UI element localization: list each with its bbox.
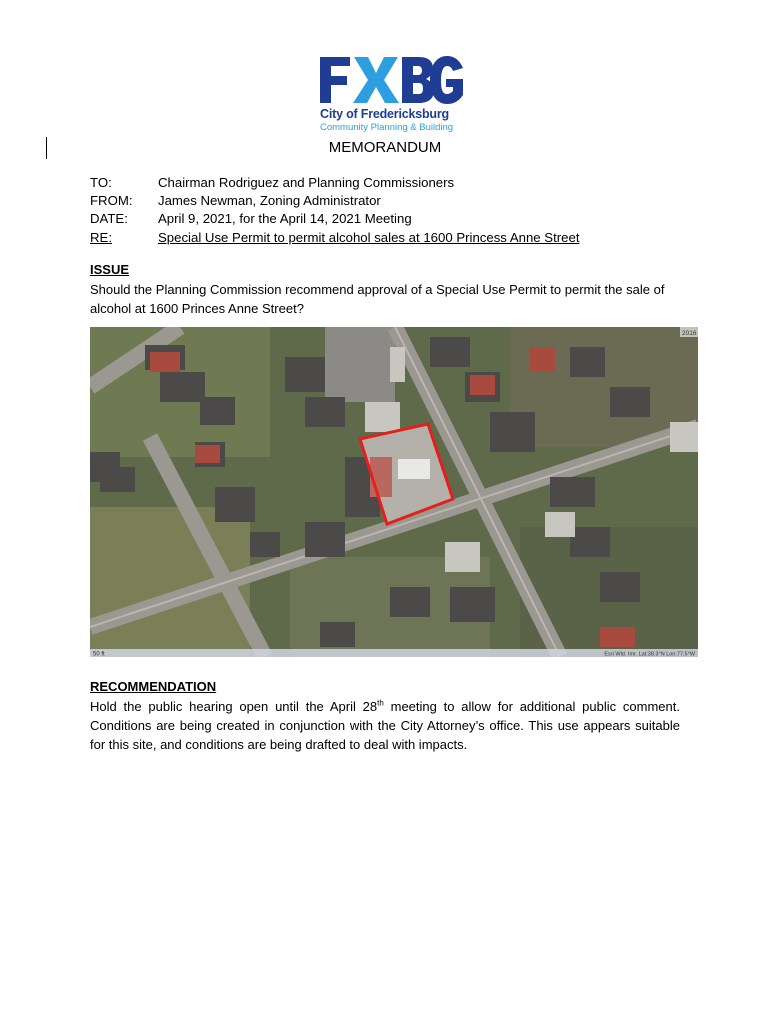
map-coords-label: Esri Wld. Imr. Lat:38.3°N Lon:77.5°W xyxy=(604,651,695,657)
re-value: Special Use Permit to permit alcohol sales at 1600 Princess Anne Street xyxy=(158,230,580,245)
memo-title: MEMORANDUM xyxy=(328,139,442,156)
issue-heading: ISSUE xyxy=(90,262,130,277)
to-value: Chairman Rodriguez and Planning Commissioners xyxy=(158,175,455,190)
date-value: April 9, 2021, for the April 14, 2021 Meeting xyxy=(158,211,412,226)
from-label: FROM: xyxy=(90,193,133,208)
aerial-map xyxy=(90,327,698,657)
date-label: DATE: xyxy=(90,211,128,226)
to-label: TO: xyxy=(90,175,112,190)
recommendation-text-before: Hold the public hearing open until the April 28 xyxy=(90,699,378,714)
recommendation-superscript: th xyxy=(377,698,384,708)
map-scale-label: 50 ft xyxy=(93,651,105,657)
recommendation-text xyxy=(90,697,680,754)
from-value: James Newman, Zoning Administrator xyxy=(158,193,381,208)
recommendation-heading: RECOMMENDATION xyxy=(90,679,217,694)
issue-text: Should the Planning Commission recommend approval of a Special Use Permit to permit the sale of alcohol at 1600 Princes Anne Street? xyxy=(90,282,665,316)
logo-department: Community Planning & Building xyxy=(320,122,454,133)
memo-to-row xyxy=(90,174,454,192)
logo-city-name: City of Fredericksburg xyxy=(320,107,449,121)
memo-re-row xyxy=(90,229,579,247)
re-label: RE: xyxy=(90,230,112,245)
memo-from-row xyxy=(90,192,381,210)
fxbg-wordmark xyxy=(318,55,464,105)
recommendation-text-after: meeting to allow for additional public comment. Conditions are being created in conjunction with the City Attorney’s office. This use appears suitable for this site, and conditions are being drafted to deal with impacts. xyxy=(90,699,680,752)
memo-date-row xyxy=(90,210,412,228)
map-year-label: 2016 xyxy=(682,330,697,337)
fxbg-logo xyxy=(318,55,464,135)
